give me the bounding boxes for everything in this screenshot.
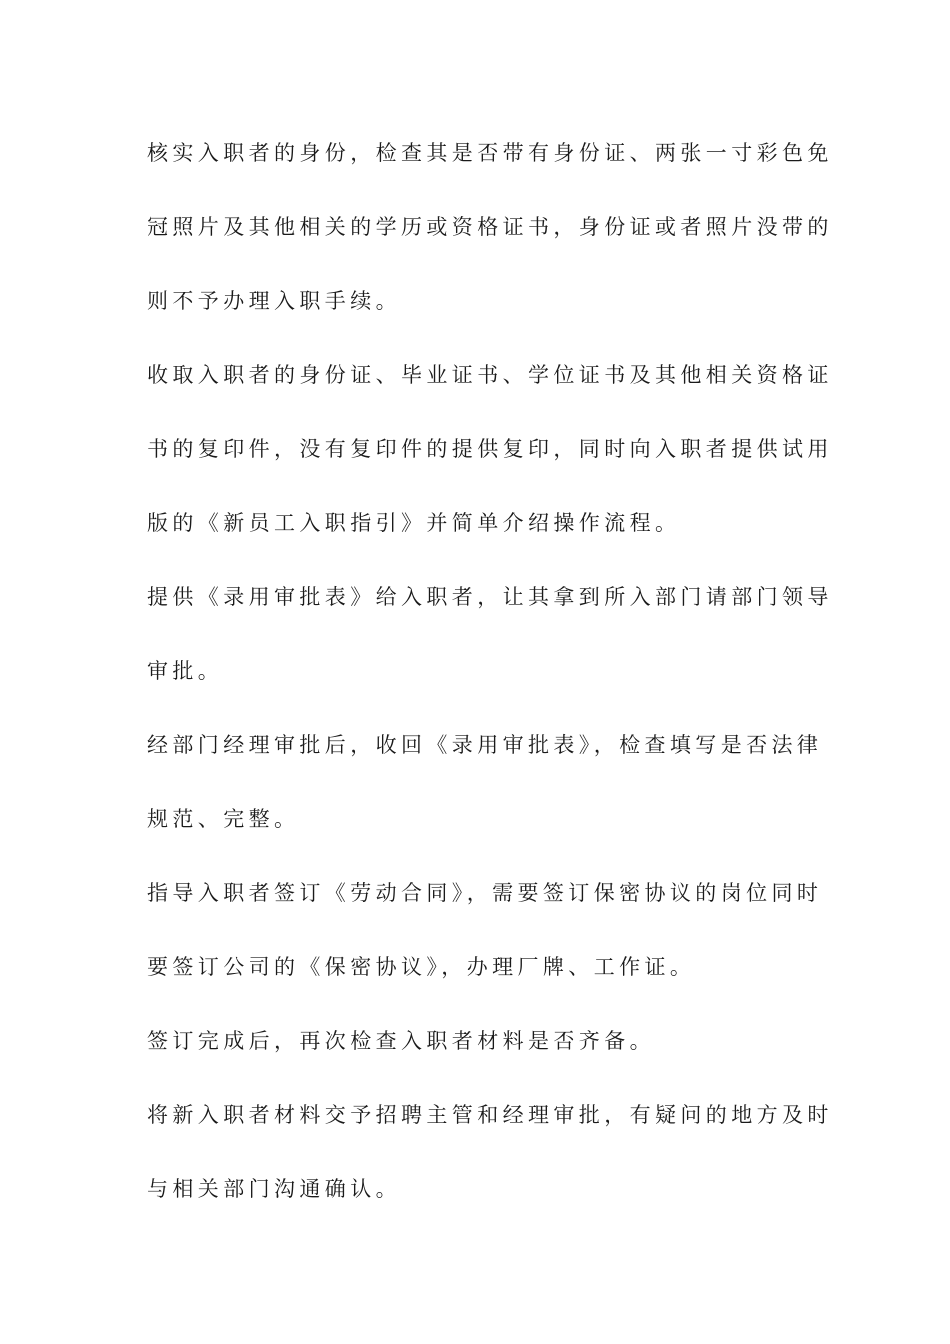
- paragraph-line: 将新入职者材料交予招聘主管和经理审批，有疑问的地方及时: [147, 1103, 833, 1127]
- paragraph-line: 规范、完整。: [147, 807, 300, 831]
- paragraph-line: 冠照片及其他相关的学历或资格证书，身份证或者照片没带的: [147, 215, 833, 239]
- paragraph-line: 经部门经理审批后，收回《录用审批表》，检查填写是否法律: [147, 733, 823, 757]
- paragraph-line: 与相关部门沟通确认。: [147, 1177, 401, 1201]
- paragraph-line: 审批。: [147, 659, 224, 683]
- paragraph-line: 提供《录用审批表》给入职者，让其拿到所入部门请部门领导: [147, 585, 833, 609]
- paragraph-line: 收取入职者的身份证、毕业证书、学位证书及其他相关资格证: [147, 363, 833, 387]
- paragraph-line: 版的《新员工入职指引》并简单介绍操作流程。: [147, 511, 681, 535]
- paragraph-verify-identity: [147, 128, 833, 350]
- document-body: [147, 128, 833, 1238]
- paragraph-submit-review: [147, 1090, 833, 1238]
- paragraph-line: 书的复印件，没有复印件的提供复印，同时向入职者提供试用: [147, 437, 833, 461]
- paragraph-line: 则不予办理入职手续。: [147, 289, 401, 313]
- paragraph-line: 核实入职者的身份，检查其是否带有身份证、两张一寸彩色免: [147, 141, 833, 165]
- paragraph-line: 要签订公司的《保密协议》，办理厂牌、工作证。: [147, 955, 696, 979]
- paragraph-collect-copies: [147, 350, 833, 572]
- paragraph-approval-form: [147, 572, 833, 720]
- paragraph-recheck-materials: [147, 1016, 807, 1090]
- paragraph-manager-review: [147, 720, 823, 868]
- paragraph-sign-contract: [147, 868, 823, 1016]
- paragraph-line: 指导入职者签订《劳动合同》，需要签订保密协议的岗位同时: [147, 881, 823, 905]
- paragraph-line: 签订完成后，再次检查入职者材料是否齐备。: [147, 1029, 655, 1053]
